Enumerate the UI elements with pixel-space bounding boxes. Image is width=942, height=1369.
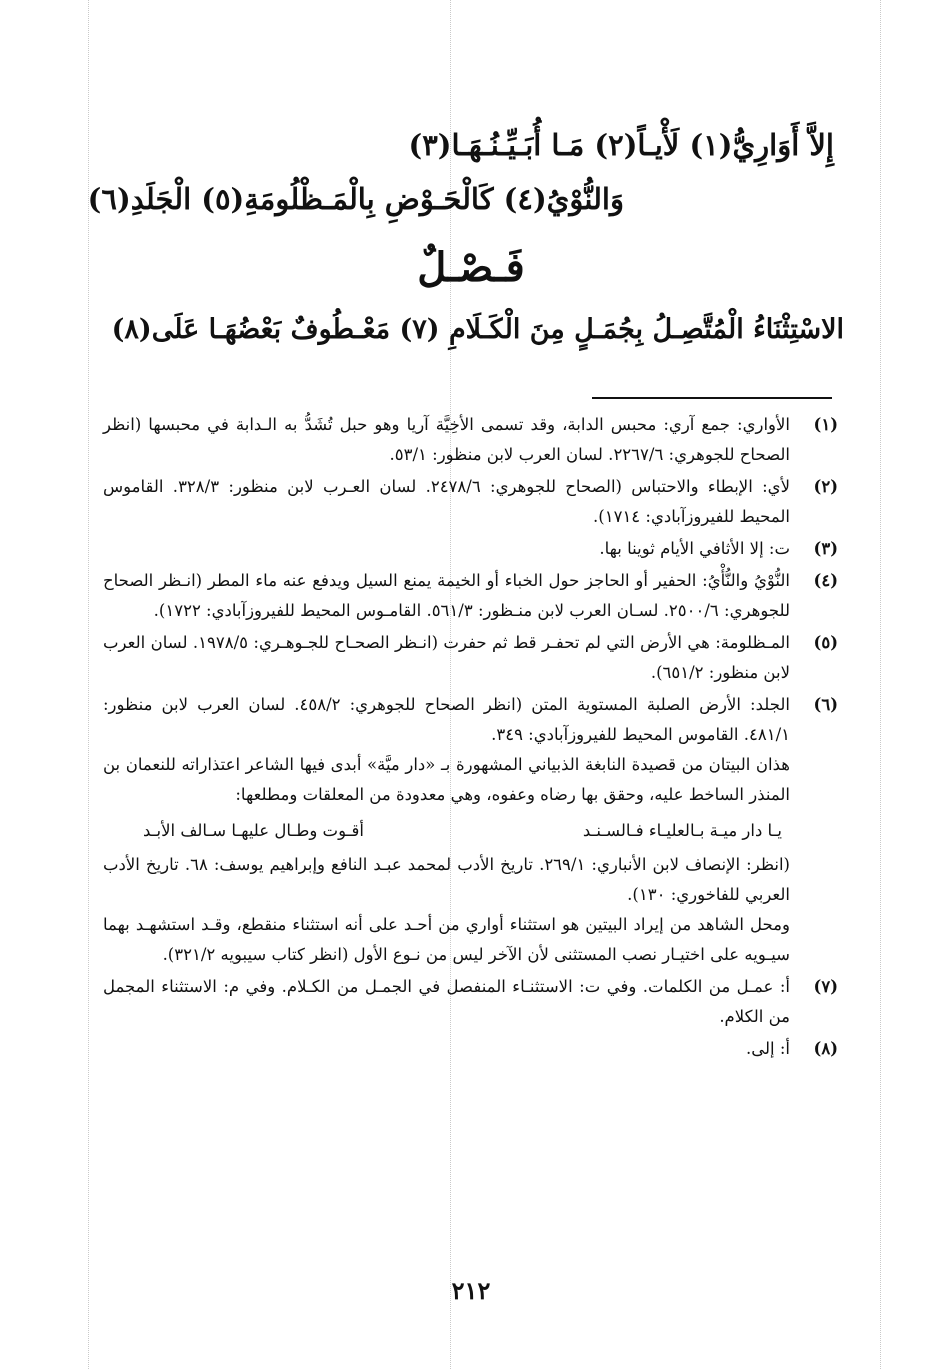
footnote-body xyxy=(103,690,790,970)
section-heading: فَـصْـلٌ xyxy=(417,244,525,291)
page-number: ٢١٢ xyxy=(451,1276,491,1305)
footnote-text: ومحل الشاهد من إيراد البيتين هو استثناء أواري من أحـد على أنه استثناء منقطع، وقـد استشهـد بهما سيـويه على اختيـار نصب المستثنى لأن الآخر ليس من نـوع الأول (انظر كتاب سيبويه ٣٢١/٢). xyxy=(103,915,790,964)
footnote-7 xyxy=(103,972,838,1032)
footnote-text: الجلد: الأرض الصلبة المستوية المتن (انظر الصحاح للجوهري: ٤٥٨/٢. لسان العرب لابن منظور: ٤٨١/١. القاموس المحيط للفيروزآبادي: ٣٤٩. xyxy=(103,695,790,744)
footnote-number: (٣) xyxy=(813,539,838,558)
footnote-text: أ: عمـل من الكلمات. وفي ت: الاستثنـاء المنفصل في الجمـل من الكـلام. وفي م: الاستثناء المجمل من الكلام. xyxy=(103,977,790,1026)
footnote-number: (٦) xyxy=(813,695,838,714)
footnote-4 xyxy=(103,566,838,626)
poem-first-hemistich: يـا دار ميـة بـالعليـاء فـالسـنـد xyxy=(582,821,782,840)
footnote-3 xyxy=(103,534,838,564)
scan-guide-line xyxy=(880,0,881,1369)
footnote-text: هذان البيتان من قصيدة النابغة الذبياني المشهورة بـ «دار ميَّة» أبدى فيها الشاعر اعتذاراته للنعمان بن المنذر الساخط عليه، وحقق بها رضاه وعفوه، وهي معدودة من المعلقات ومطلعها: xyxy=(103,755,790,804)
footnote-text: (انظر: الإنصاف لابن الأنباري: ٢٦٩/١. تاريخ الأدب لمحمد عبـد النافع وإبراهيم يوسف: ٦٨. تاريخ الأدب العربي للفاخوري: ١٣٠). xyxy=(103,855,790,904)
footnote-separator xyxy=(592,397,832,399)
footnote-text: أ: إلى. xyxy=(746,1039,790,1058)
footnote-6 xyxy=(103,690,838,970)
footnote-body xyxy=(103,1034,790,1064)
footnote-number: (٨) xyxy=(813,1039,838,1058)
footnote-1 xyxy=(103,410,838,470)
poem-second-hemistich: أقـوت وطـال عليهـا سـالف الأبـد xyxy=(143,821,364,840)
footnote-body xyxy=(103,534,790,564)
footnote-text: النُّوْيُ والنُّأْيُ: الحفير أو الحاجز حول الخباء أو الخيمة يمنع السيل ويدفع عنه ماء المطر (انـظر الصحاح للجوهري: ٢٥٠٠/٦. لسـان العرب لابن منـظور: ٥٦١/٣. القامـوس المحيط للفيروزآبادي: ١٧٢٢). xyxy=(103,571,790,620)
verse-line-1: إِلاَّ أَوَارِيُّ(١) لَأْيـاً(٢) مَـا أُبَـيِّـنُـهَـا(٣) xyxy=(408,128,834,162)
footnote-text: الأواري: جمع آري: محبس الدابة، وقد تسمى الأخِيَّة آريا وهو حبل تُشَدُّ به الـدابة في محبسها (انظر الصحاح للجوهري: ٢٢٦٧/٦. لسان العرب لابن منظور: ٥٣/١. xyxy=(103,415,790,464)
section-subheading: الاسْتِثْنَاءُ الْمُتَّصِـلُ بِجُمَـلٍ مِنَ الْكَـلَامِ (٧) مَعْـطُوفٌ بَعْضُهَـا عَلَى(٨) xyxy=(111,314,844,345)
footnote-number: (٧) xyxy=(813,977,838,996)
footnote-2 xyxy=(103,472,838,532)
footnote-body xyxy=(103,472,790,532)
footnote-text: ت: إلا الأثافي الأيام ثوينا بها. xyxy=(599,539,790,558)
footnote-body xyxy=(103,972,790,1032)
footnote-number: (٢) xyxy=(813,477,838,496)
quoted-poem-line xyxy=(103,810,790,850)
footnote-number: (٤) xyxy=(813,571,838,590)
footnote-5 xyxy=(103,628,838,688)
footnotes xyxy=(103,410,838,1066)
footnote-body xyxy=(103,566,790,626)
footnote-body xyxy=(103,628,790,688)
footnote-number: (١) xyxy=(813,415,838,434)
footnote-text: لأي: الإبطاء والاحتباس (الصحاح للجوهري: ٢٤٧٨/٦. لسان العـرب لابن منظور: ٣٢٨/٣. القاموس المحيط للفيروزآبادي: ١٧١٤). xyxy=(103,477,791,526)
footnote-number: (٥) xyxy=(813,633,838,652)
footnote-8 xyxy=(103,1034,838,1064)
verse-line-2: وَالنُّوْيُ(٤) كَالْحَـوْضِ بِالْمَـظْلُومَةِ(٥) الْجَلَدِ(٦) xyxy=(87,182,624,216)
footnote-text: المـظلومة: هي الأرض التي لم تحفـر قط ثم حفرت (انـظر الصحـاح للجـوهـري: ١٩٧٨/٥. لسان العرب لابن منظور: ٦٥١/٢). xyxy=(103,633,790,682)
footnote-body xyxy=(103,410,790,470)
